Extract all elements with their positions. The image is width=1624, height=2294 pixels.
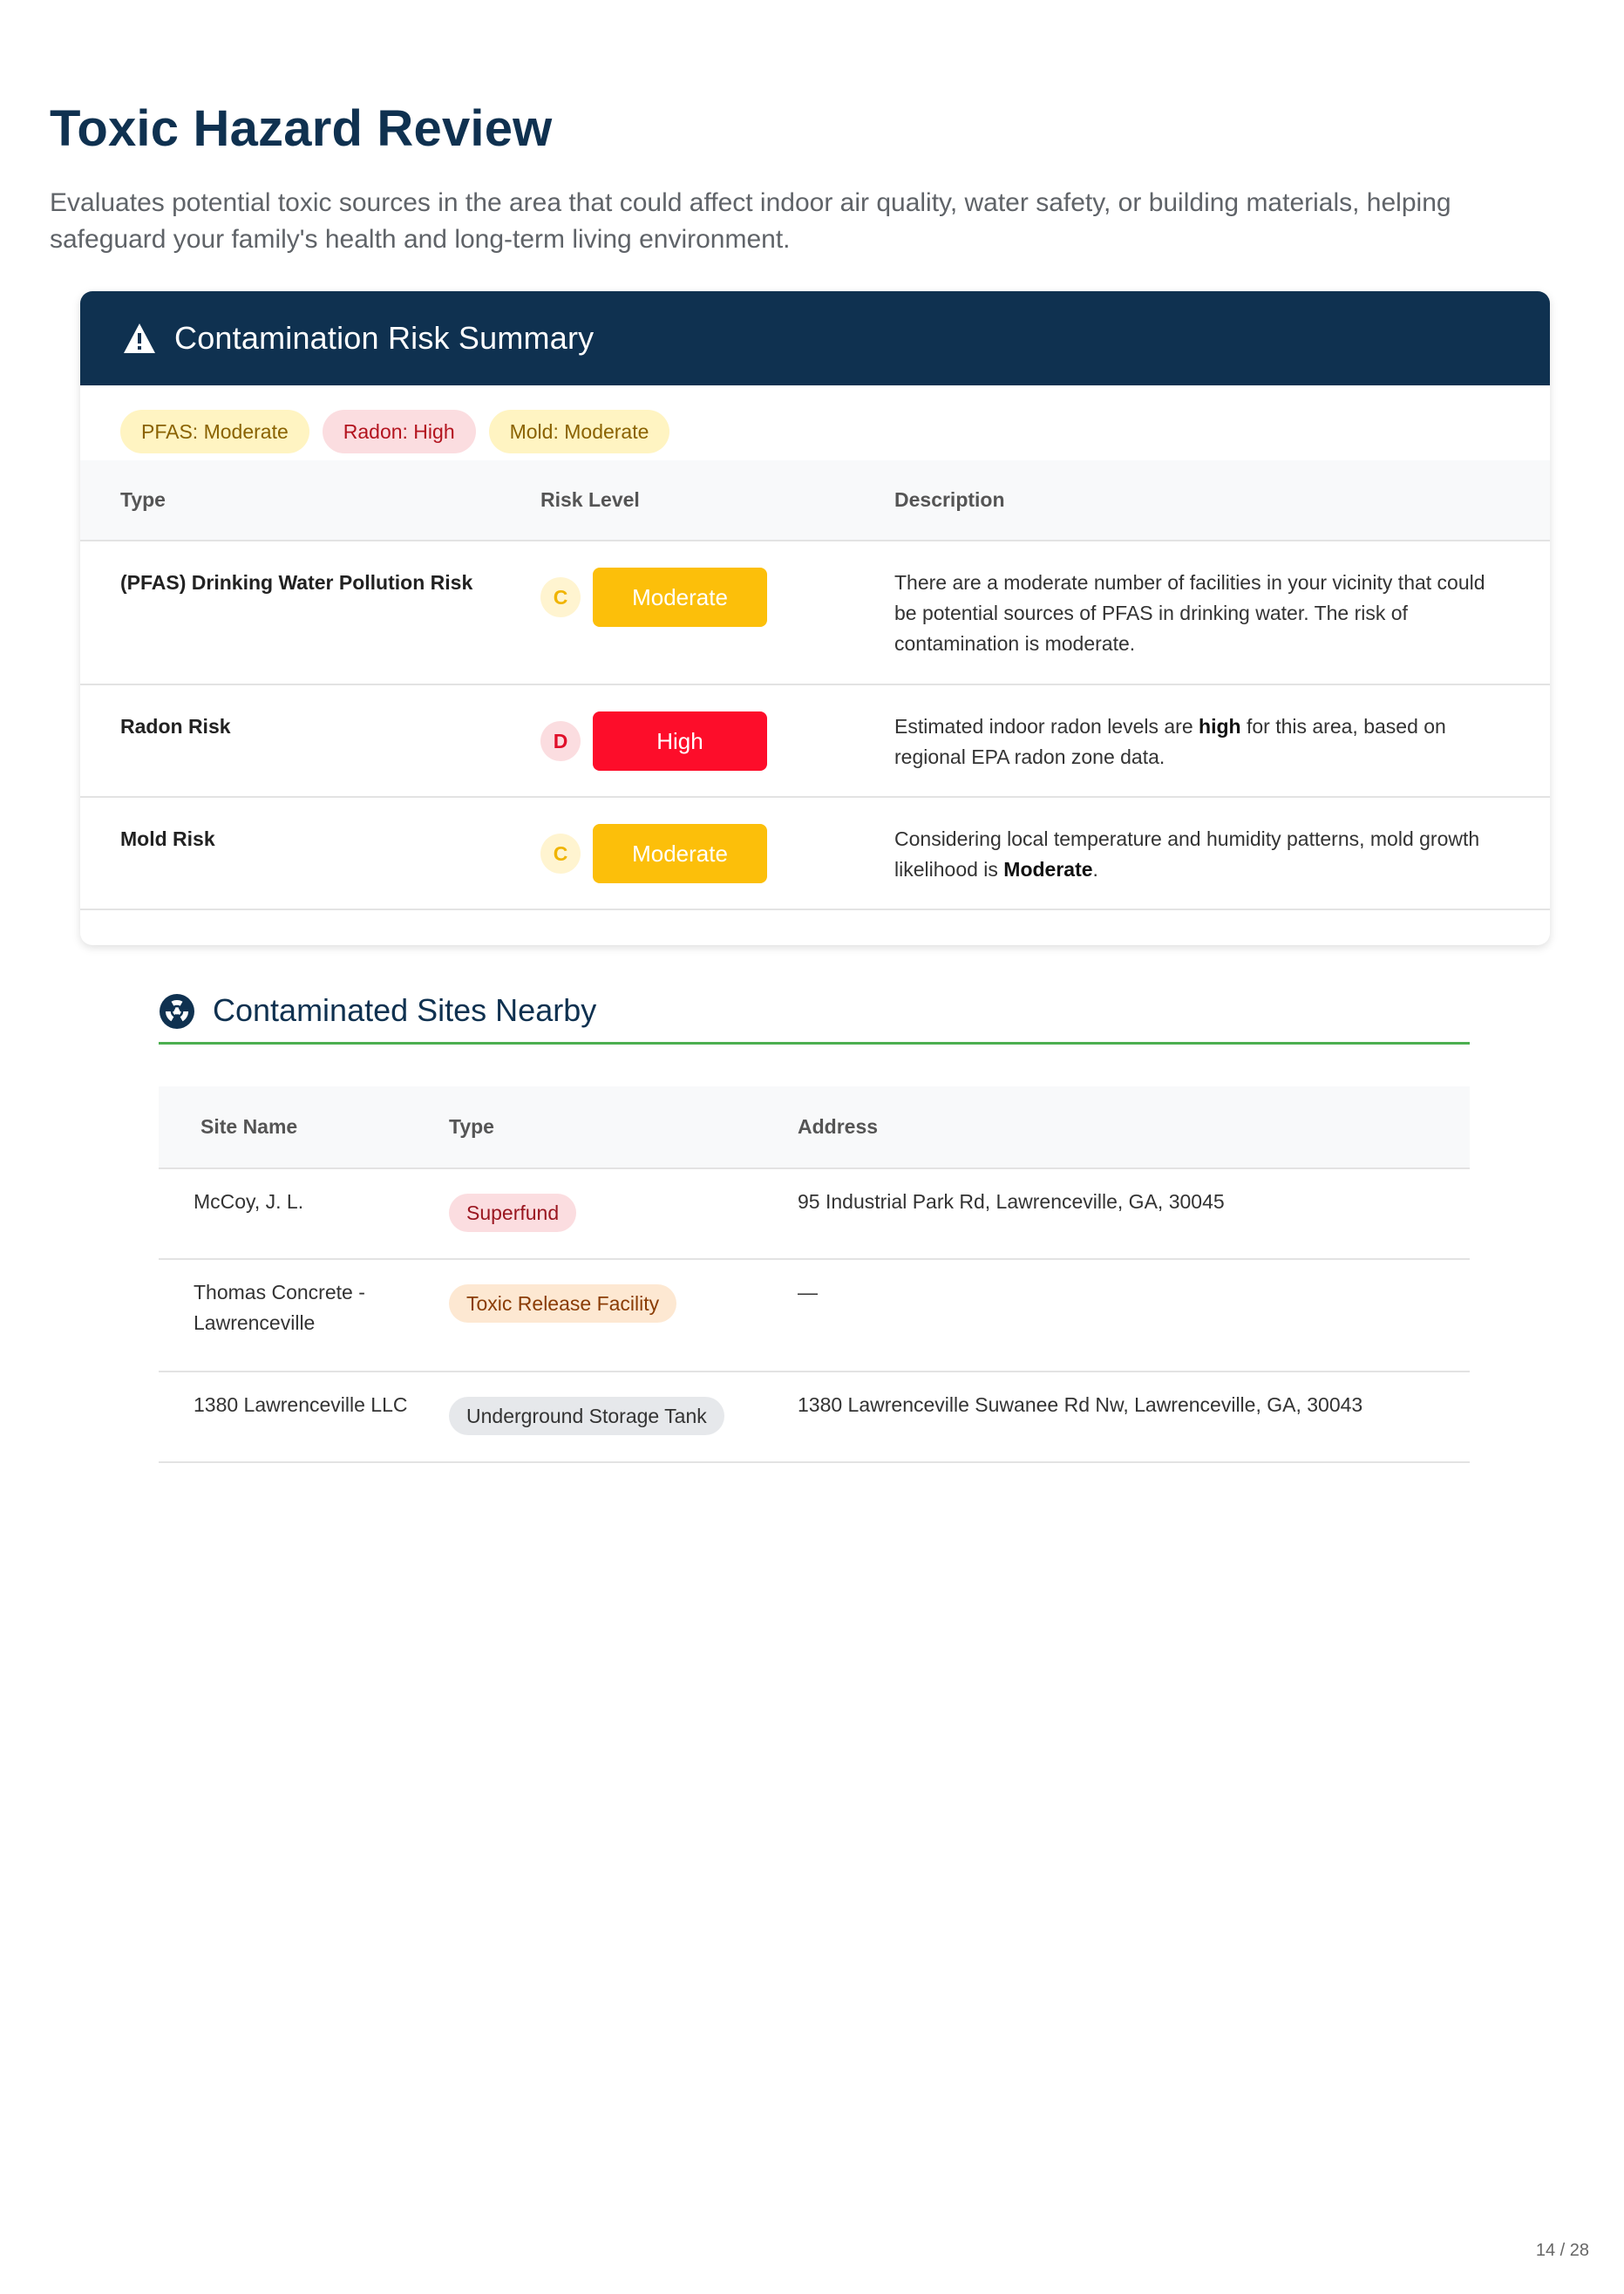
chip-pfas: PFAS: Moderate [120,410,309,453]
table-row [80,541,1550,684]
column-header-risk-level: Risk Level [540,460,894,541]
site-type-cell [449,1168,798,1259]
site-type-tag: Toxic Release Facility [449,1284,676,1323]
table-row [159,1259,1470,1372]
risk-level-cell [540,797,894,909]
site-type-cell [449,1259,798,1372]
risk-level-cell [540,684,894,797]
card-title: Contamination Risk Summary [174,320,595,356]
site-name: McCoy, J. L. [159,1168,449,1259]
risk-description: Estimated indoor radon levels are high for this area, based on regional EPA radon zone data. [894,684,1550,797]
risk-level-badge: High [593,711,767,771]
site-type-tag: Superfund [449,1194,576,1232]
grade-badge: D [540,721,581,761]
risk-chips [80,385,1550,460]
site-type-cell [449,1372,798,1462]
warning-triangle-icon [122,322,157,355]
site-address: 95 Industrial Park Rd, Lawrenceville, GA, 30045 [798,1168,1470,1259]
risk-level-badge: Moderate [593,568,767,627]
site-name: 1380 Lawrenceville LLC [159,1372,449,1462]
risk-type: (PFAS) Drinking Water Pollution Risk [80,541,540,684]
risk-level-cell [540,541,894,684]
card-header [80,291,1550,385]
grade-badge: C [540,834,581,874]
column-header-address: Address [798,1086,1470,1168]
sites-table [159,1086,1470,1463]
column-header-description: Description [894,460,1550,541]
risk-type: Radon Risk [80,684,540,797]
sites-table-header [159,1086,1470,1168]
site-name: Thomas Concrete - Lawrenceville [159,1259,449,1372]
sites-section-header [159,989,1470,1045]
table-row [80,684,1550,797]
radiation-icon [159,993,195,1030]
column-header-type: Type [80,460,540,541]
table-row [80,797,1550,909]
site-type-tag: Underground Storage Tank [449,1397,724,1435]
risk-description: There are a moderate number of facilities in your vicinity that could be potential sources of PFAS in drinking water. The risk of contamination is moderate. [894,541,1550,684]
sites-title: Contaminated Sites Nearby [213,992,597,1028]
column-header-site-type: Type [449,1086,798,1168]
page-title: Toxic Hazard Review [50,100,553,157]
page-number: 14 / 28 [1535,2241,1589,2260]
page-intro: Evaluates potential toxic sources in the area that could affect indoor air quality, water safety, or building materials, helping safeguard your family's health and long-term living environment. [50,188,1451,254]
contamination-risk-card [80,291,1550,945]
risk-type: Mold Risk [80,797,540,909]
risk-table-header [80,460,1550,541]
column-header-site-name: Site Name [159,1086,449,1168]
risk-description: Considering local temperature and humidity patterns, mold growth likelihood is Moderate. [894,797,1550,909]
grade-badge: C [540,577,581,617]
table-row [159,1168,1470,1259]
chip-radon: Radon: High [323,410,476,453]
site-address: 1380 Lawrenceville Suwanee Rd Nw, Lawrenceville, GA, 30043 [798,1372,1470,1462]
table-row [159,1372,1470,1462]
chip-mold: Mold: Moderate [489,410,670,453]
site-address: — [798,1259,1470,1372]
risk-table [80,460,1550,910]
risk-level-badge: Moderate [593,824,767,883]
